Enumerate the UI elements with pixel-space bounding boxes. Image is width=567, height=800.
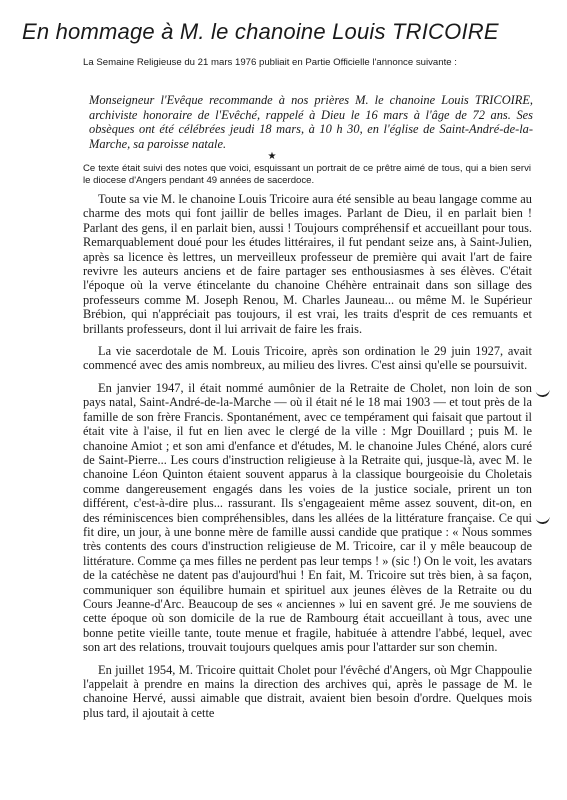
- paragraph: En juillet 1954, M. Tricoire quittait Cholet pour l'évêché d'Angers, où Mgr Chappoulie l'appelait à prendre en mains la direction des archives qui, après le passage de M. le chanoine Hervé, aussi aimable que distrait, avaient bien besoin d'ordre. Quelques mois plus tard, il ajoutait à cette: [83, 662, 532, 720]
- intro-text: La Semaine Religieuse du 21 mars 1976 publiait en Partie Officielle l'annonce suivante :: [83, 57, 457, 68]
- paragraph: La vie sacerdotale de M. Louis Tricoire, après son ordination le 29 juin 1927, avait commencé avec des amis nombreux, au milieu des livres. C'est ainsi qu'elle se poursuivit.: [83, 344, 532, 373]
- article-body: [83, 192, 532, 728]
- margin-pen-mark: [536, 388, 551, 398]
- page-title: En hommage à M. le chanoine Louis TRICOIRE: [22, 19, 499, 44]
- star-separator: ★: [267, 151, 277, 162]
- paragraph: Toute sa vie M. le chanoine Louis Tricoire aura été sensible au beau langage comme au charme des mots qui font jaillir de belles images. Parlant de Dieu, il en parlait bien ! Parlant des gens, il en parlait bien, aussi ! Toujours compréhensif et accueillant pour tous. Remarquablement doué pour les études littéraires, il fut pendant seize ans, à Saint-Julien, après sa licence ès lettres, un merveilleux professeur de première qui avait l'art de faire revivre les auteurs anciens et de faire partager ses enthousiasmes à ses élèves. C'était l'époque où la verve étincelante du chanoine Chéhère entrainait dans son sillage des professeurs comme M. Joseph Renou, M. Charles Jauneau... ou même M. le Supérieur Brébion, qui n'appréciait pas toujours, il est vrai, les traits d'esprit de ces remuants et brillants professeurs, dont il lui arrivait de faire les frais.: [83, 192, 532, 336]
- paragraph: En janvier 1947, il était nommé aumônier de la Retraite de Cholet, non loin de son pays natal, Saint-André-de-la-Marche — où il était né le 18 mai 1903 — et tout près de la famille de son frère Francis. Spontanément, avec ce tempérament qui faisait que partout il était vite à l'aise, il fut en lien avec le clergé de la ville : Mgr Douillard ; puis M. le chanoine Amiot ; et son ami d'enfance et d'études, M. le chanoine Jules Chéné, alors curé de Saint-Pierre... Les cours d'instruction religieuse à la Retraite qui, jusque-là, avec M. le chanoine Léon Quinton étaient souvent apparus à la classique bourgeoisie du Choletais comme dangereusement engagés dans les voies de la justice sociale, prirent un ton différent, c'est-à-dire plus... rassurant. Ils s'engageaient même assez souvent, dit-on, en des réminiscences bien compréhensibles, dans les allées de la littérature française. Ce qui fit dire, un jour, à une bonne mère de famille aussi candide que pratique : « Nous sommes très contents des cours d'instruction religieuse de M. Tricoire, car il y mêle beaucoup de littérature. Comme ça mes filles ne perdent pas leur temps ! » (sic !) On le voit, les avatars de la catéchèse ne datent pas d'aujourd'hui ! En fait, M. Tricoire sut très bien, à sa façon, communiquer son équilibre humain et spirituel aux jeunes élèves de la Retraite ou du Cours Jeanne-d'Arc. Beaucoup de ses « anciennes » lui en savent gré. Je me souviens de cette époque où son domicile de la rue de Rambourg était accueillant à tous, avec une bonne petite vieille tante, toute menue et fragile, habituée à attendre l'abbé, lequel, avec son art des relations, trouvait toujours quelques amis pour l'attarder sur son chemin.: [83, 380, 532, 655]
- notes-intro: Ce texte était suivi des notes que voici, esquissant un portrait de ce prêtre aimé de tous, qui a bien servi le diocese d'Angers pendant 49 années de sacerdoce.: [83, 163, 531, 186]
- margin-pen-mark: [536, 515, 551, 525]
- official-notice: Monseigneur l'Evêque recommande à nos prières M. le chanoine Louis TRICOIRE, archiviste honoraire de l'Evêché, rappelé à Dieu le 16 mars à l'âge de 72 ans. Ses obsèques ont été célébrées jeudi 18 mars, à 10 h 30, en l'église de Saint-André-de-la-Marche, sa paroisse natale.: [89, 93, 533, 151]
